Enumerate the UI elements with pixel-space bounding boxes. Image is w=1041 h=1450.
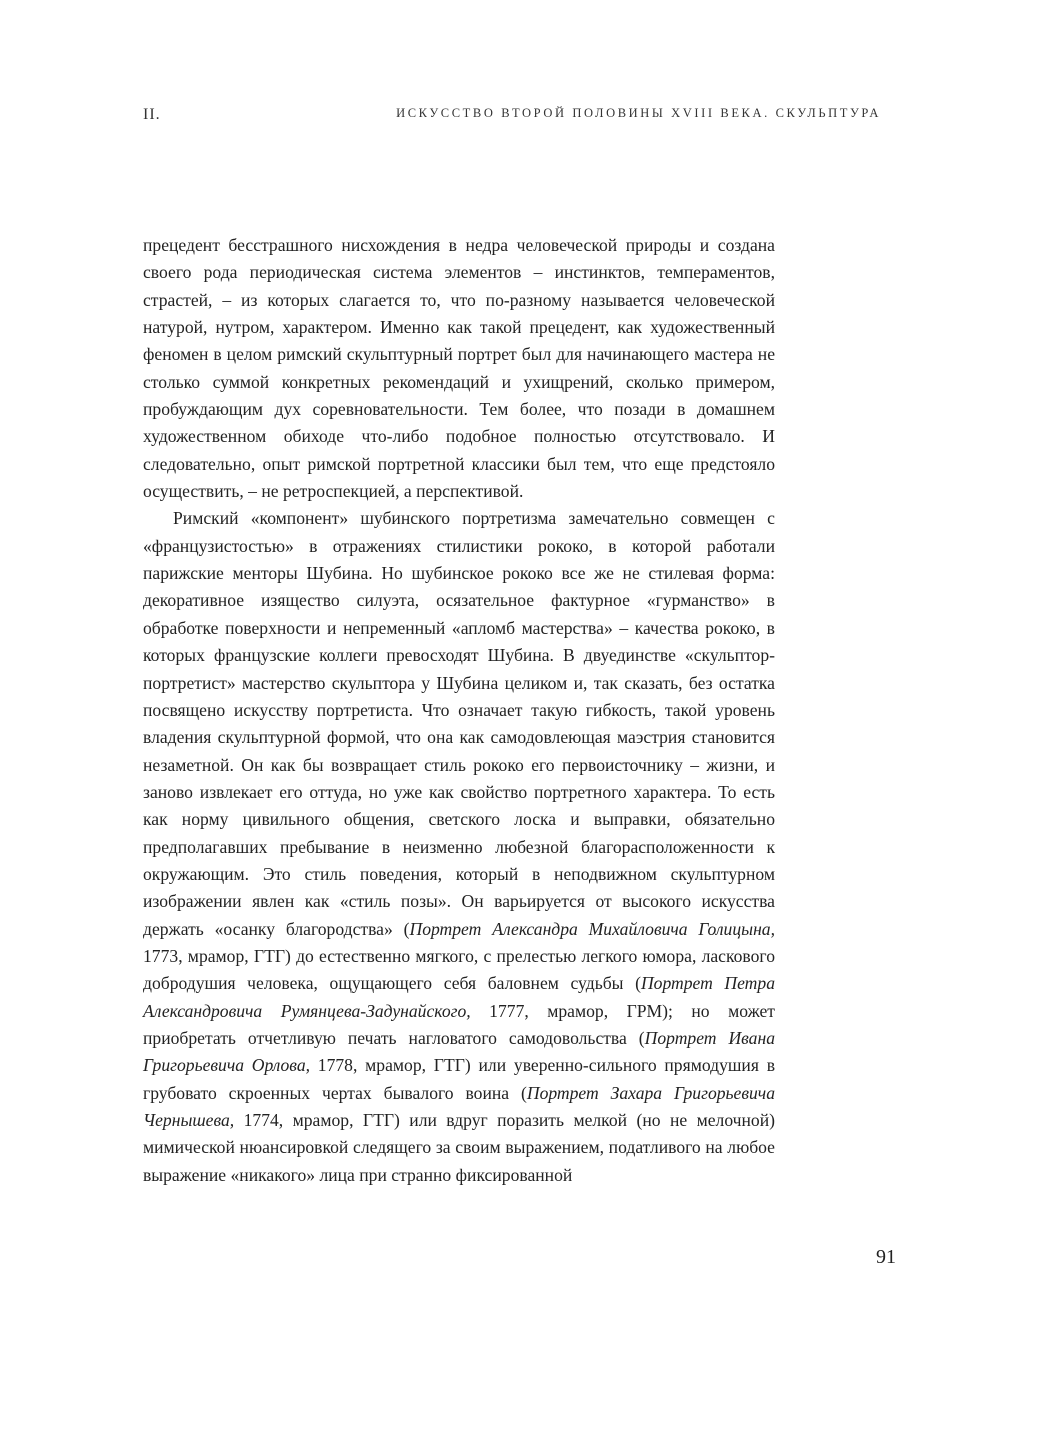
- page-number: 91: [876, 1246, 896, 1268]
- text-segment: 1774, мрамор, ГТГ) или вдруг поразить мелкой (но не мелочной) мимической нюансировкой следящего за своим выражением, податливого на любое выражение «никакого» лица при странно фиксированной: [143, 1110, 775, 1185]
- page-header: [143, 106, 881, 130]
- italic-title-segment: Портрет Захара Григорьевича Чернышева,: [143, 1082, 775, 1130]
- text-segment: 1773, мрамор, ГТГ) до естественно мягкого, с прелестью легкого юмора, ласкового добродушия человека, ощущающего себя баловнем судьбы (: [143, 945, 775, 994]
- text-segment: 1777, мрамор, ГРМ); но может приобретать отчетливую печать нагловатого самодовольства (: [143, 1000, 775, 1048]
- text-segment: прецедент бесстрашного нисхождения в недра человеческой природы и создана своего рода периодическая система элементов – инстинктов, темпераментов, страстей, – из которых слагается то, что по-разному называется человеческой натурой, нутром, характером. Именно как такой прецедент, как художественный феномен в целом римский скульптурный портрет был для начинающего мастера не столько суммой конкретных рекомендаций и ухищрений, сколько примером, пробуждающим дух соревновательности. Тем более, что позади в домашнем художественном обиходе что-либо подобное полностью отсутствовало. И следовательно, опыт римской портретной классики был тем, что еще предстояло осуществить, – не ретроспекцией, а перспективой.: [143, 235, 775, 502]
- body-text: [143, 232, 775, 1189]
- paragraph: [143, 232, 775, 505]
- italic-title-segment: Портрет Петра Александровича Румянцева-Задунайского,: [143, 973, 775, 1021]
- text-segment: 1778, мрамор, ГТГ) или уверенно-сильного прямодушия в грубовато скроенных чертах бывалого воина (: [143, 1055, 775, 1103]
- italic-title-segment: Портрет Ивана Григорьевича Орлова,: [143, 1027, 775, 1076]
- running-title: ИСКУССТВО ВТОРОЙ ПОЛОВИНЫ XVIII ВЕКА. СКУЛЬПТУРА: [396, 106, 881, 120]
- italic-title-segment: Портрет Александра Михайловича Голицына,: [409, 918, 775, 939]
- section-numeral: II.: [143, 106, 161, 123]
- text-segment: Римский «компонент» шубинского портретизма замечательно совмещен с «французистостью» в отражениях стилистики рококо, в которой работали парижские менторы Шубина. Но шубинское рококо все же не стилевая форма: декоративное изящество силуэта, осязательное фактурное «гурманство» в обработке поверхности и непременный «апломб мастерства» – качества рококо, в которых французские коллеги превосходят Шубина. В двуединстве «скульптор-портретист» мастерство скульптора у Шубина целиком и, так сказать, без остатка посвящено искусству портретиста. Что означает такую гибкость, такой уровень владения скульптурной формой, что она как самодовлеющая маэстрия становится незаметной. Он как бы возвращает стиль рококо его первоисточнику – жизни, и заново извлекает его оттуда, но уже как свойство портретного характера. То есть как норму цивильного общения, светского лоска и выправки, обязательно предполагавших пребывание в неизменно любезной благорасположенности к окружающим. Это стиль поведения, который в неподвижном скульптурном изображении явлен как «стиль позы». Он варьируется от высокого искусства держать «осанку благородства» (: [143, 508, 775, 939]
- paragraph: [143, 505, 775, 1189]
